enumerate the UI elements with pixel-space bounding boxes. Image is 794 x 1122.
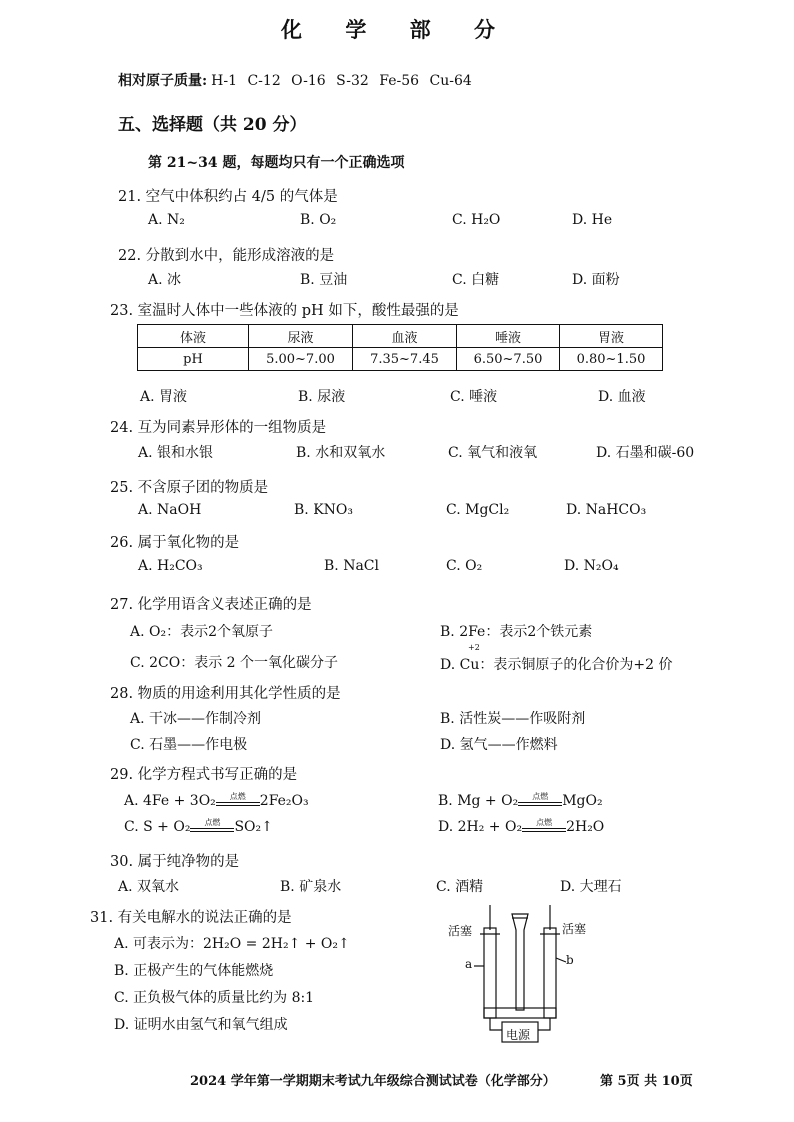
q27-option-b: B. 2Fe：表示2个铁元素: [440, 624, 593, 640]
instruction: 第 21~34 题，每题均只有一个正确选项: [148, 155, 405, 171]
q30-option-d: D. 大理石: [560, 879, 622, 895]
q28-option-b: B. 活性炭——作吸附剂: [440, 711, 586, 727]
q29-d-reactants: D. 2H₂ + O₂: [438, 819, 523, 835]
q25-option-a: A. NaOH: [138, 502, 202, 518]
footer-exam-title: 2024 学年第一学期期末考试九年级综合测试试卷（化学部分）: [190, 1074, 556, 1089]
q28-option-c: C. 石墨——作电极: [130, 737, 248, 753]
ph-table-header: 血液: [353, 325, 457, 348]
question-26-stem: 26. 属于氧化物的是: [110, 535, 240, 551]
atomic-mass-label: 相对原子质量:: [118, 73, 208, 89]
q29-c-products: SO₂↑: [234, 819, 273, 835]
ph-table-header: 唾液: [457, 325, 560, 348]
q23-option-d: D. 血液: [598, 389, 646, 405]
q29-option-a: [124, 793, 309, 809]
reaction-condition: 点燃: [216, 793, 260, 806]
q23-option-b: B. 尿液: [298, 389, 346, 405]
q21-option-c: C. H₂O: [452, 212, 501, 228]
power-label: 电源: [506, 1028, 531, 1042]
cu-valence-mark: +2: [468, 643, 480, 652]
reaction-condition: 点燃: [522, 819, 566, 832]
reservoir: [512, 914, 528, 1010]
question-24-stem: 24. 互为同素异形体的一组物质是: [110, 420, 327, 436]
q24-option-a: A. 银和水银: [138, 445, 214, 461]
ph-table-header: 尿液: [249, 325, 353, 348]
q23-option-a: A. 胃液: [140, 389, 188, 405]
question-22-stem: 22. 分散到水中，能形成溶液的是: [118, 248, 335, 264]
question-30-stem: 30. 属于纯净物的是: [110, 854, 240, 870]
q22-option-a: A. 冰: [148, 272, 182, 288]
ph-table-row: [138, 348, 663, 371]
question-28-stem: 28. 物质的用途利用其化学性质的是: [110, 686, 341, 702]
ph-table-cell: 5.00~7.00: [249, 348, 353, 371]
tube-a-label: a: [465, 957, 473, 971]
right-tube: [544, 928, 556, 1018]
q28-option-a: A. 干冰——作制冷剂: [130, 711, 262, 727]
footer-page-number: 第 5页 共 10页: [600, 1074, 693, 1089]
reaction-condition: 点燃: [518, 793, 562, 806]
q24-option-b: B. 水和双氧水: [296, 445, 386, 461]
q27-option-d: D. Cu：表示铜原子的化合价为+2 价: [440, 657, 673, 673]
q31-option-c: C. 正负极气体的质量比约为 8:1: [114, 990, 315, 1006]
q21-option-a: A. N₂: [148, 212, 185, 228]
atomic-mass-values: H-1 C-12 O-16 S-32 Fe-56 Cu-64: [211, 73, 472, 89]
q22-option-d: D. 面粉: [572, 272, 620, 288]
ph-table-cell: pH: [138, 348, 249, 371]
question-23-stem: 23. 室温时人体中一些体液的 pH 如下，酸性最强的是: [110, 303, 459, 319]
question-31-stem: 31. 有关电解水的说法正确的是: [90, 910, 292, 926]
left-stopcock-label: 活塞: [448, 924, 473, 938]
q29-c-reactants: C. S + O₂: [124, 819, 191, 835]
q26-option-a: A. H₂CO₃: [138, 558, 203, 574]
tube-b-label: b: [566, 953, 574, 967]
q25-option-c: C. MgCl₂: [446, 502, 510, 518]
q28-option-d: D. 氢气——作燃料: [440, 737, 558, 753]
reaction-condition: 点燃: [190, 819, 234, 832]
q31-option-d: D. 证明水由氢气和氧气组成: [114, 1017, 288, 1033]
ph-table-cell: 7.35~7.45: [353, 348, 457, 371]
q26-option-b: B. NaCl: [324, 558, 379, 574]
q23-option-c: C. 唾液: [450, 389, 498, 405]
ph-table-cell: 0.80~1.50: [560, 348, 663, 371]
q29-option-b: [438, 793, 603, 809]
q29-b-reactants: B. Mg + O₂: [438, 793, 519, 809]
q30-option-c: C. 酒精: [436, 879, 484, 895]
q27-option-a: A. O₂：表示2个氧原子: [130, 624, 274, 640]
q26-option-c: C. O₂: [446, 558, 483, 574]
q31-option-a: A. 可表示为：2H₂O = 2H₂↑ + O₂↑: [114, 936, 350, 952]
atomic-mass-line: [118, 70, 472, 90]
q31-option-b: B. 正极产生的气体能燃烧: [114, 963, 274, 979]
q29-a-products: 2Fe₂O₃: [259, 793, 309, 809]
q29-d-products: 2H₂O: [566, 819, 605, 835]
q27-option-c: C. 2CO：表示 2 个一氧化碳分子: [130, 655, 339, 671]
left-tube: [484, 928, 496, 1018]
q21-option-b: B. O₂: [300, 212, 337, 228]
ph-table-cell: 6.50~7.50: [457, 348, 560, 371]
q22-option-b: B. 豆油: [300, 272, 348, 288]
question-29-stem: 29. 化学方程式书写正确的是: [110, 767, 298, 783]
ph-table-header: 胃液: [560, 325, 663, 348]
q24-option-d: D. 石墨和碳-60: [596, 445, 695, 461]
question-21-stem: 21. 空气中体积约占 4/5 的气体是: [118, 189, 338, 205]
ph-table: [137, 324, 663, 371]
ph-table-header-row: [138, 325, 663, 348]
q29-option-d: [438, 819, 604, 835]
ph-table-header: 体液: [138, 325, 249, 348]
section-title: 五、选择题（共 20 分）: [118, 115, 307, 135]
q29-b-products: MgO₂: [562, 793, 603, 809]
q29-option-c: [124, 819, 273, 835]
page-title: 化 学 部 分: [281, 17, 513, 42]
question-27-stem: 27. 化学用语含义表述正确的是: [110, 597, 312, 613]
question-25-stem: 25. 不含原子团的物质是: [110, 480, 269, 496]
q30-option-a: A. 双氧水: [118, 879, 180, 895]
q25-option-d: D. NaHCO₃: [566, 502, 647, 518]
q26-option-d: D. N₂O₄: [564, 558, 619, 574]
q25-option-b: B. KNO₃: [294, 502, 353, 518]
q29-a-reactants: A. 4Fe + 3O₂: [124, 793, 216, 809]
q30-option-b: B. 矿泉水: [280, 879, 342, 895]
q24-option-c: C. 氧气和液氧: [448, 445, 538, 461]
right-stopcock-label: 活塞: [562, 922, 587, 936]
q21-option-d: D. He: [572, 212, 613, 228]
q22-option-c: C. 白糖: [452, 272, 500, 288]
